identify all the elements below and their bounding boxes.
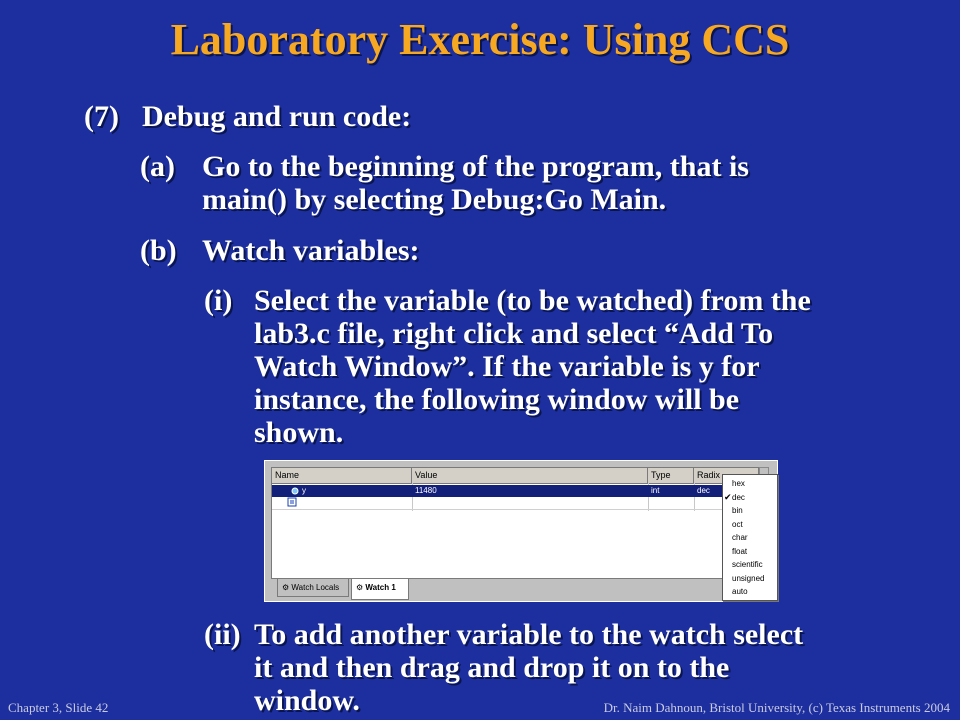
step-i-line-1: Select the variable (to be watched) from the [254, 284, 811, 317]
watch-row-type: int [651, 486, 660, 495]
step-b-number: (b) [140, 234, 177, 267]
step-7-number: (7) [84, 100, 119, 133]
radix-option-hex[interactable]: hex [732, 479, 745, 488]
watch-window-screenshot [264, 460, 778, 602]
step-i-line-3: Watch Window”. If the variable is y for [254, 350, 760, 383]
step-ii-line-1: To add another variable to the watch select [254, 618, 804, 651]
step-i [204, 284, 914, 454]
step-7-text: Debug and run code: [142, 100, 412, 133]
watch-row-radix[interactable]: dec [697, 486, 710, 495]
new-watch-icon[interactable] [284, 497, 304, 509]
column-header-value[interactable]: Value [412, 468, 648, 483]
column-header-name[interactable]: Name [272, 468, 412, 483]
step-ii-line-3: window. [254, 684, 360, 717]
radix-context-menu [722, 474, 778, 601]
radix-option-float[interactable]: float [732, 546, 748, 556]
step-a-number: (a) [140, 150, 175, 183]
radix-option-unsigned[interactable]: unsigned [732, 573, 765, 583]
step-i-line-4: instance, the following window will be [254, 383, 740, 416]
column-header-type[interactable]: Type [648, 468, 694, 483]
step-a-line-2: main() by selecting Debug:Go Main. [202, 183, 667, 216]
radix-option-char[interactable]: char [732, 533, 748, 542]
watch-row-new[interactable] [272, 497, 758, 510]
step-ii-line-2: it and then drag and drop it on to the [254, 651, 730, 684]
step-ii-number: (ii) [204, 618, 241, 651]
watch-row-value[interactable]: 11480 [415, 486, 437, 495]
watch-locals-icon: ⚙ [282, 583, 292, 592]
watch-grid [271, 467, 759, 579]
watch-header [272, 468, 758, 484]
step-b-text: Watch variables: [202, 234, 420, 267]
footer-slide-number: Chapter 3, Slide 42 [8, 700, 109, 715]
watch-row-name: y [302, 486, 306, 495]
footer-credit: Dr. Naim Dahnoun, Bristol University, (c) Texas Instruments 2004 [603, 700, 950, 715]
radix-option-bin[interactable]: bin [732, 506, 743, 515]
radix-option-oct[interactable]: oct [732, 519, 743, 529]
tab-watch-locals[interactable]: ⚙ Watch Locals [277, 579, 349, 597]
radix-option-scientific[interactable]: scientific [732, 560, 763, 569]
step-7 [84, 100, 684, 134]
column-header-radix[interactable]: Radix [697, 470, 721, 480]
step-b [140, 234, 640, 268]
watch-row-name-cell [288, 485, 412, 497]
variable-icon [291, 487, 299, 495]
step-i-line-2: lab3.c file, right click and select “Add To [254, 317, 774, 350]
radix-option-dec[interactable]: dec [732, 492, 745, 502]
radix-option-auto[interactable]: auto [732, 587, 748, 596]
step-i-line-5: shown. [254, 416, 344, 449]
step-a-line-1: Go to the beginning of the program, that is [202, 150, 749, 183]
tab-watch-1[interactable]: ⚙ Watch 1 [351, 579, 409, 600]
step-i-number: (i) [204, 284, 233, 317]
step-a [140, 150, 860, 220]
watch-1-icon: ⚙ [356, 583, 366, 592]
watch-row-y[interactable] [272, 485, 758, 497]
checkmark-icon: ✔ [724, 491, 732, 502]
slide-title: Laboratory Exercise: Using CCS [170, 15, 790, 64]
